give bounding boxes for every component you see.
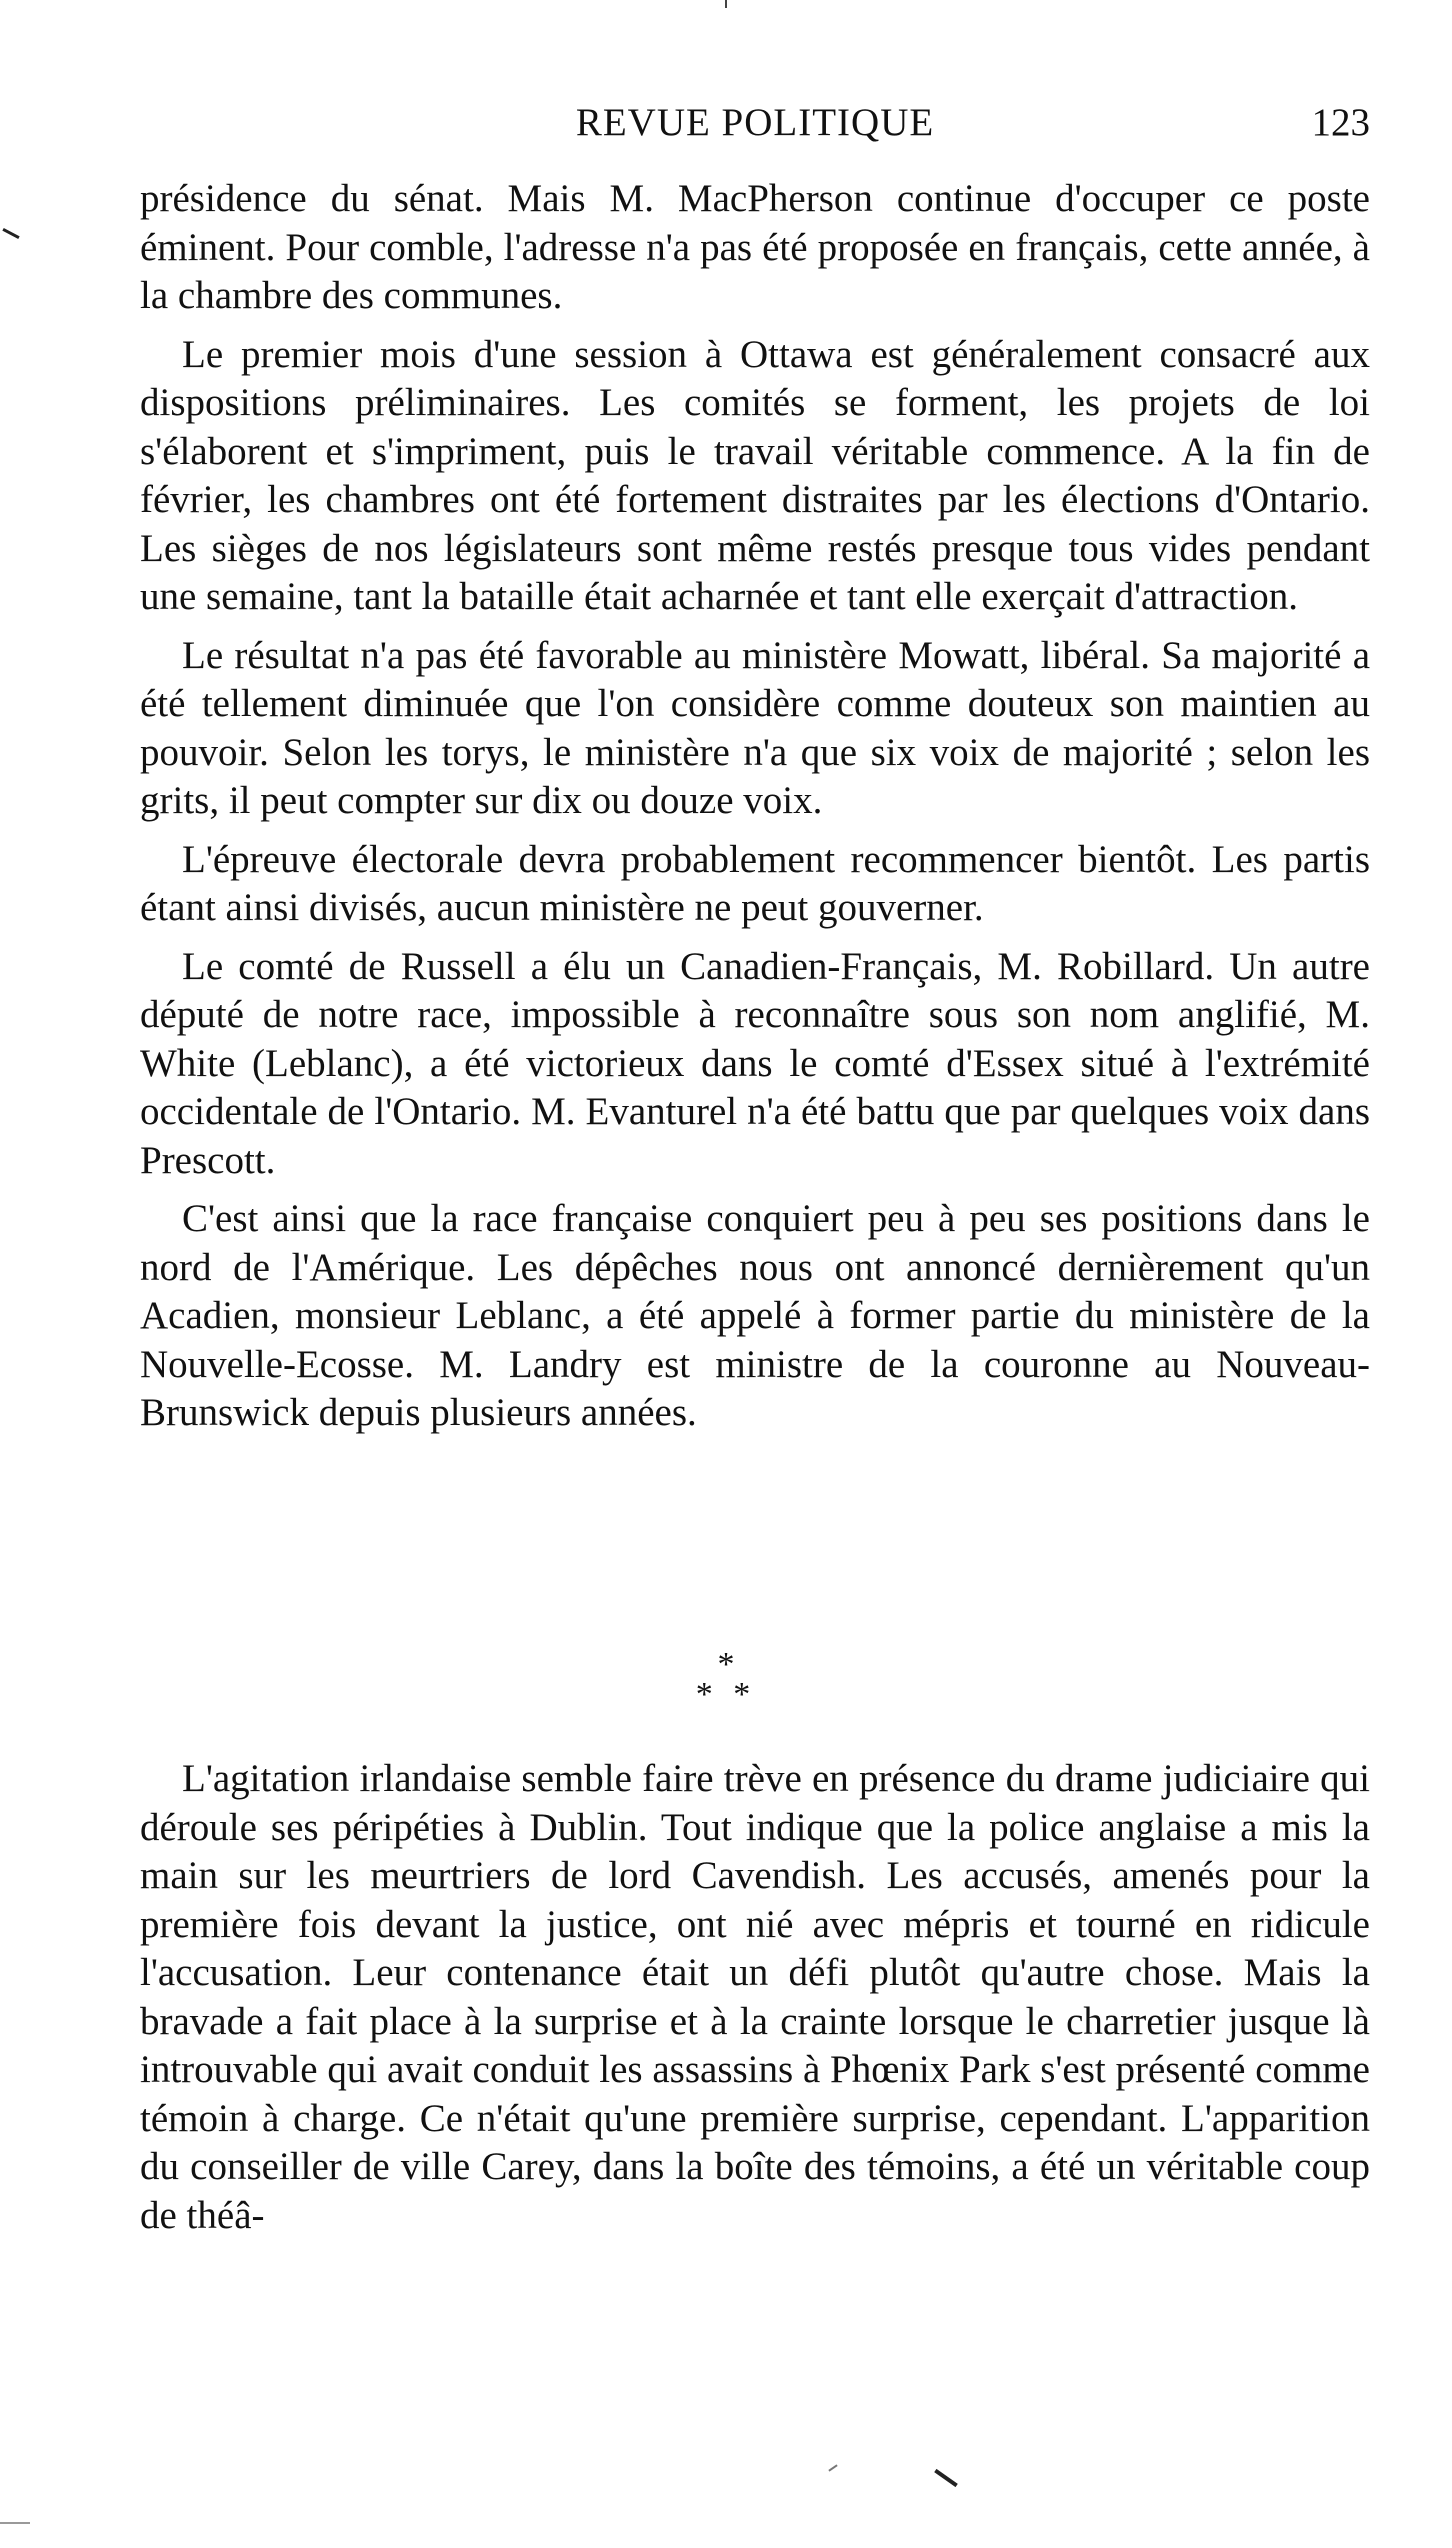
scan-speck — [725, 0, 727, 8]
scan-speck — [2, 228, 19, 239]
running-title: REVUE POLITIQUE — [575, 101, 935, 144]
text-section-2 — [140, 1755, 1370, 2250]
paragraph: Le premier mois d'une session à Ottawa est généralement consacré aux dispositions préliminaires. Les comités se forment, les projets de loi s'élaborent et s'impriment, puis le travail véritable commence. A la fin de février, les chambres ont été fortement distraites par les élections d'Ontario. Les sièges de nos législateurs sont même restés presque tous vides pendant une semaine, tant la bataille était acharnée et tant elle exerçait d'attraction. — [140, 332, 1370, 618]
scan-edge — [0, 2522, 30, 2524]
page-number: 123 — [1311, 101, 1370, 144]
text-section-1 — [140, 175, 1370, 1448]
paragraph: L'agitation irlandaise semble faire trève en présence du drame judiciaire qui déroule ses péripéties à Dublin. Tout indique que la police anglaise a mis la main sur les meurtriers de lord Cavendish. Les accusés, amenés pour la première fois devant la justice, ont nié avec mépris et tourné en ridicule l'accusation. Leur contenance était un défi plutôt qu'autre chose. Mais la bravade a fait place à la surprise et à la crainte lorsque le charretier jusque là introuvable qui avait conduit les assassins à Phœnix Park s'est présenté comme témoin à charge. Ce n'était qu'une première surprise, cependant. L'apparition du conseiller de ville Carey, dans la boîte des témoins, a été un véritable coup de théâ- — [140, 1757, 1370, 2237]
paragraph: C'est ainsi que la race française conquiert peu à peu ses positions dans le nord de l'Amérique. Les dépêches nous ont annoncé dernièrement qu'un Acadien, monsieur Leblanc, a été appelé à former partie du ministère de la Nouvelle-Ecosse. M. Landry est ministre de la couronne au Nouveau-Brunswick depuis plusieurs années. — [140, 1197, 1370, 1434]
asterism-top: * — [717, 1646, 735, 1683]
paragraph: présidence du sénat. Mais M. MacPherson continue d'occuper ce poste éminent. Pour comble, l'adresse n'a pas été proposée en français, cette année, à la chambre des communes. — [140, 177, 1370, 317]
paragraph: Le comté de Russell a élu un Canadien-Français, M. Robillard. Un autre député de notre race, impossible à reconnaître sous son nom anglifié, M. White (Leblanc), a été victorieux dans le comté d'Essex situé à l'extrémité occidentale de l'Ontario. M. Evanturel n'a été battu que par quelques voix dans Prescott. — [140, 944, 1370, 1182]
scan-speck — [828, 2464, 837, 2471]
paragraph: Le résultat n'a pas été favorable au ministère Mowatt, libéral. Sa majorité a été tellement diminuée que l'on considère comme douteux son maintien au pouvoir. Selon les torys, le ministère n'a que six voix de majorité ; selon les grits, il peut compter sur dix ou douze voix. — [140, 633, 1370, 822]
scan-speck — [934, 2469, 958, 2487]
paragraph: L'épreuve électorale devra probablement recommencer bientôt. Les partis étant ainsi divisés, aucun ministère ne peut gouverner. — [140, 837, 1370, 929]
asterism-bottom: * * — [695, 1676, 757, 1713]
running-header — [140, 100, 1370, 160]
asterism-separator — [0, 1646, 1452, 1713]
